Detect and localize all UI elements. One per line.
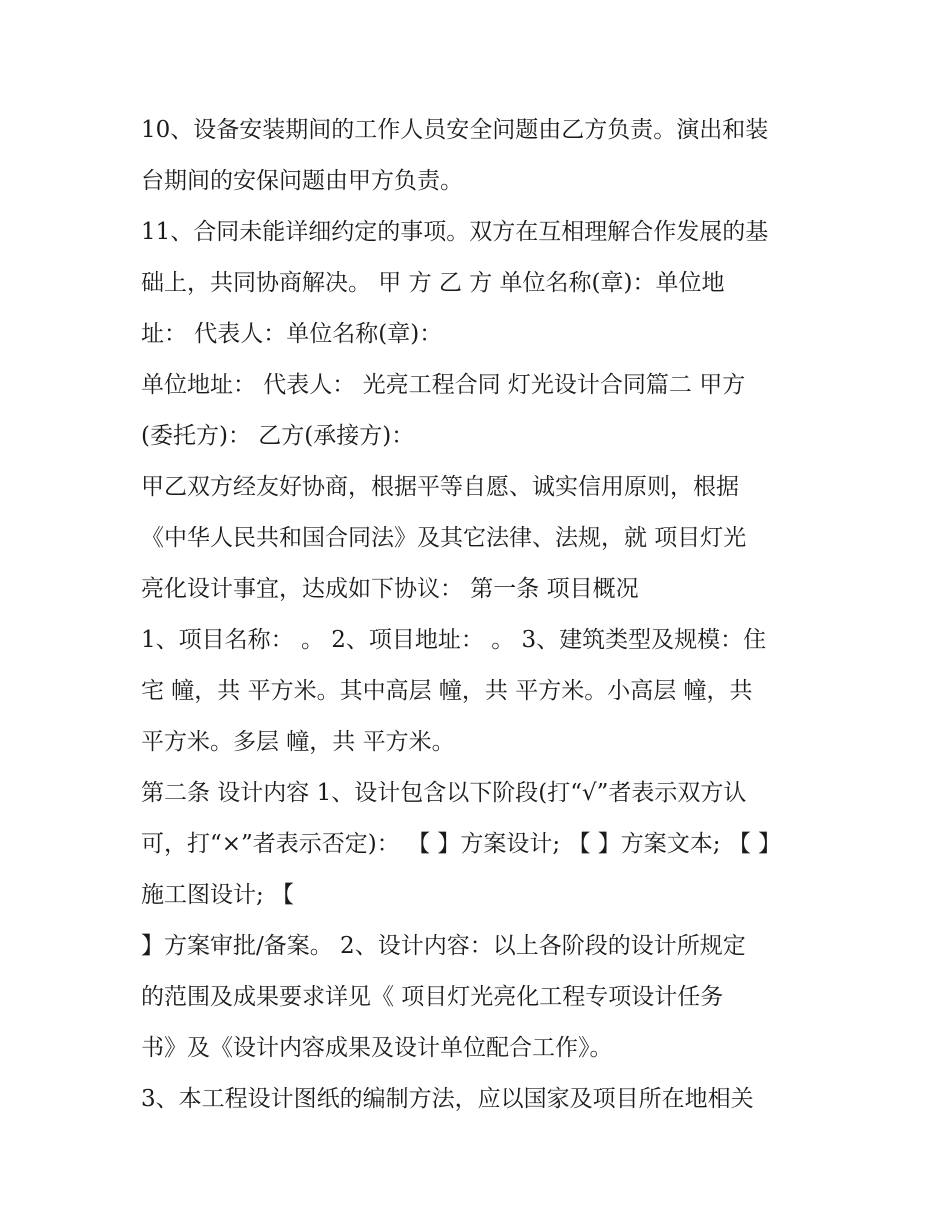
text-line: 3、本工程设计图纸的编制方法，应以国家及项目所在地相关 bbox=[141, 1086, 754, 1112]
text-line: 施工图设计; 【 bbox=[141, 882, 295, 908]
text-line: 可，打“×”者表示否定)： 【 】方案设计; 【 】方案文本; 【 】 bbox=[141, 831, 782, 857]
text-line: 《中华人民共和国合同法》及其它法律、法规，就 项目灯光 bbox=[141, 525, 747, 551]
text-line: 台期间的安保问题由甲方负责。 bbox=[141, 168, 463, 194]
text-line: 1、项目名称： 。 2、项目地址： 。 3、建筑类型及规模：住 bbox=[141, 627, 767, 653]
text-line: 平方米。多层 幢，共 平方米。 bbox=[141, 729, 455, 755]
text-line: 书》及《设计内容成果及设计单位配合工作》。 bbox=[141, 1035, 613, 1061]
text-line: 址： 代表人：单位名称(章)： bbox=[141, 321, 443, 347]
text-line: 宅 幢，共 平方米。其中高层 幢，共 平方米。小高层 幢，共 bbox=[141, 678, 753, 704]
text-line: 础上，共同协商解决。 甲 方 乙 方 单位名称(章)：单位地 bbox=[141, 270, 725, 296]
text-line: 10、设备安装期间的工作人员安全问题由乙方负责。演出和装 bbox=[141, 117, 769, 143]
document-body bbox=[141, 105, 821, 1125]
text-line: 的范围及成果要求详见《 项目灯光亮化工程专项设计任务 bbox=[141, 984, 724, 1010]
text-line: 亮化设计事宜，达成如下协议： 第一条 项目概况 bbox=[141, 576, 639, 602]
text-line: 】方案审批/备案。 2、设计内容：以上各阶段的设计所规定 bbox=[141, 933, 746, 959]
text-line: 第二条 设计内容 1、设计包含以下阶段(打“√”者表示双方认 bbox=[141, 780, 747, 806]
text-line: 甲乙双方经友好协商，根据平等自愿、诚实信用原则，根据 bbox=[141, 474, 739, 500]
text-line: 11、合同未能详细约定的事项。双方在互相理解合作发展的基 bbox=[141, 219, 769, 245]
text-line: 单位地址： 代表人： 光亮工程合同 灯光设计合同篇二 甲方 bbox=[141, 372, 746, 398]
text-line: (委托方)： 乙方(承接方)： bbox=[141, 423, 415, 449]
